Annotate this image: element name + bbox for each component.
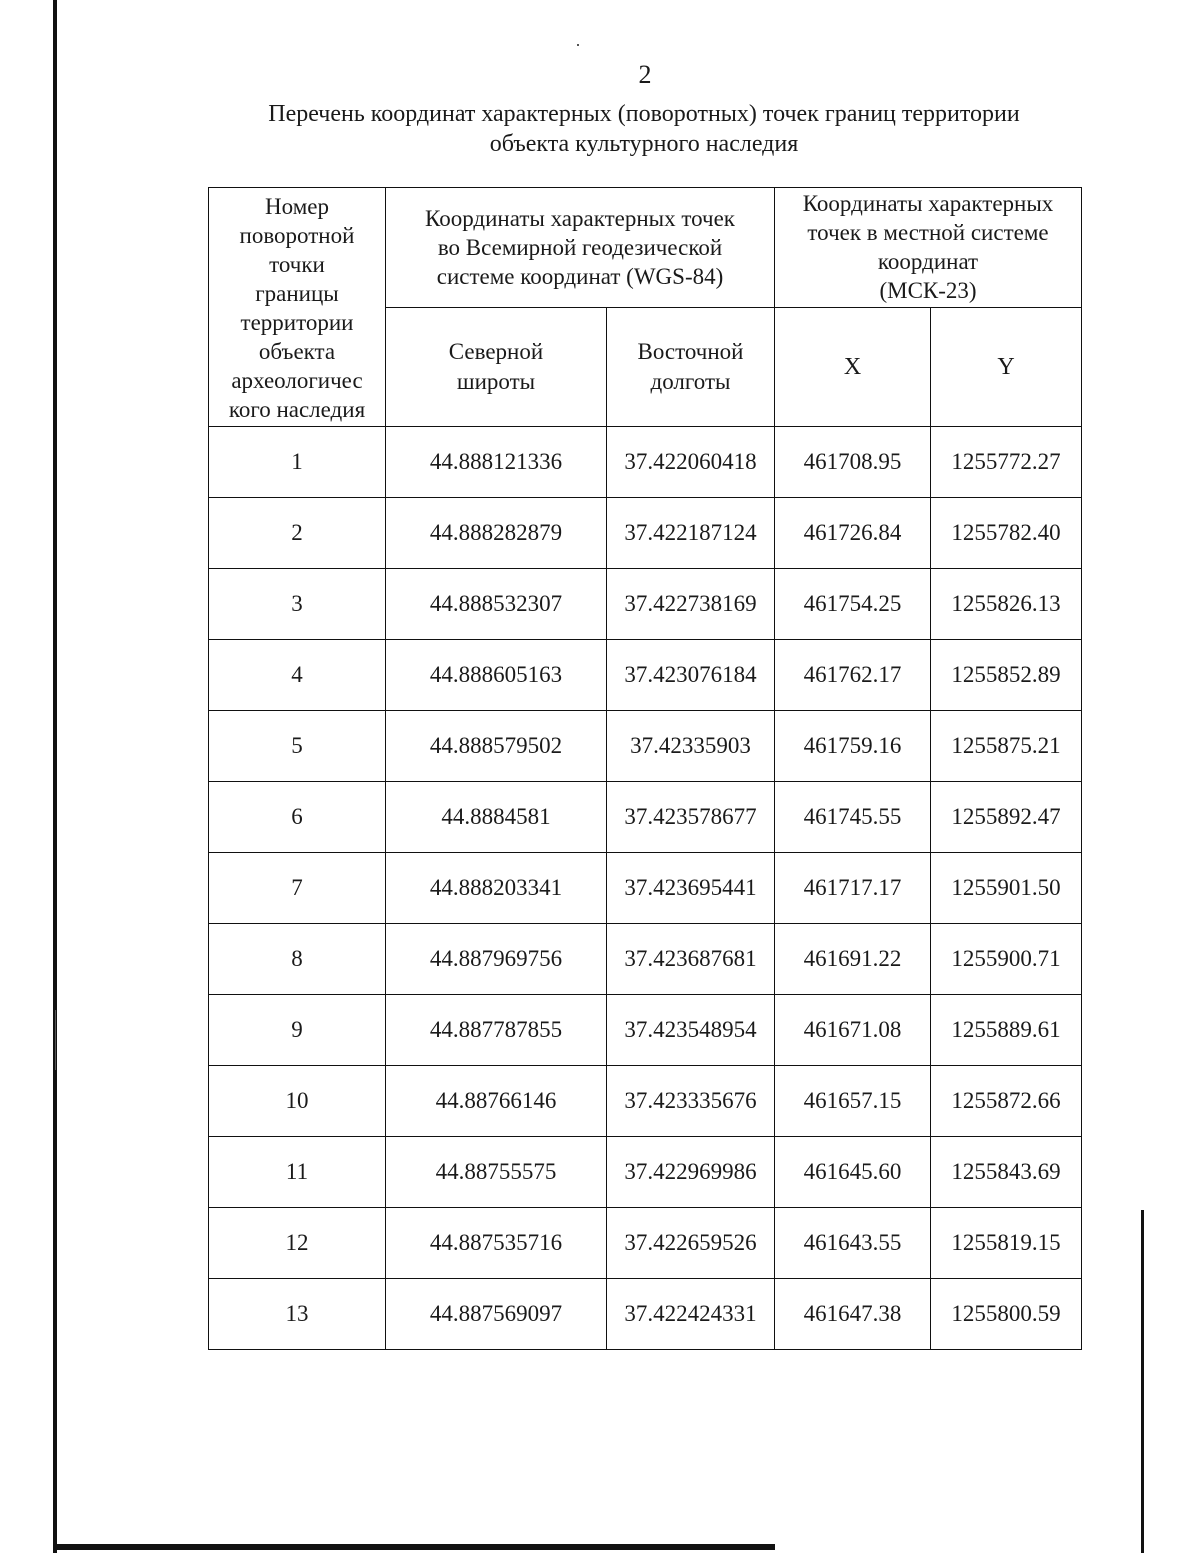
header-line: поворотной — [239, 223, 355, 248]
header-wgs84-group — [386, 188, 775, 308]
cell-point-number: 5 — [209, 711, 386, 782]
header-line: границы — [255, 281, 339, 306]
table-row — [209, 1066, 1082, 1137]
header-line: Координаты характерных — [802, 191, 1054, 217]
header-line: Координаты характерных точек — [425, 205, 735, 231]
header-line: долготы — [650, 368, 731, 394]
header-line: координат — [877, 249, 979, 275]
cell-point-number: 12 — [209, 1208, 386, 1279]
cell-point-number: 2 — [209, 498, 386, 569]
table-row — [209, 1137, 1082, 1208]
cell-latitude: 44.888532307 — [386, 569, 607, 640]
table-row — [209, 498, 1082, 569]
cell-latitude: 44.88766146 — [386, 1066, 607, 1137]
table-row — [209, 853, 1082, 924]
scan-edge-left — [53, 0, 57, 1553]
header-point-number — [209, 188, 386, 427]
cell-latitude: 44.888203341 — [386, 853, 607, 924]
cell-longitude: 37.422187124 — [607, 498, 775, 569]
cell-x: 461643.55 — [775, 1208, 931, 1279]
cell-longitude: 37.422969986 — [607, 1137, 775, 1208]
cell-x: 461708.95 — [775, 427, 931, 498]
table-row — [209, 1208, 1082, 1279]
title-line-2: объекта культурного наследия — [489, 131, 799, 157]
cell-y: 1255901.50 — [931, 853, 1082, 924]
cell-latitude: 44.888121336 — [386, 427, 607, 498]
scan-edge-right — [1141, 1210, 1144, 1553]
scan-edge-bottom — [53, 1544, 775, 1550]
cell-latitude: 44.887535716 — [386, 1208, 607, 1279]
title-line-1: Перечень координат характерных (поворотных) точек границ территории — [268, 101, 1020, 127]
cell-y: 1255800.59 — [931, 1279, 1082, 1350]
table-row — [209, 640, 1082, 711]
cell-y: 1255772.27 — [931, 427, 1082, 498]
header-msk23-group — [775, 188, 1082, 308]
header-line: археологичес — [231, 368, 363, 393]
cell-point-number: 1 — [209, 427, 386, 498]
header-line: Северной — [448, 338, 544, 364]
header-line: кого наследия — [228, 397, 366, 422]
cell-y: 1255843.69 — [931, 1137, 1082, 1208]
cell-y: 1255819.15 — [931, 1208, 1082, 1279]
cell-latitude: 44.888605163 — [386, 640, 607, 711]
cell-longitude: 37.423578677 — [607, 782, 775, 853]
cell-longitude: 37.423695441 — [607, 853, 775, 924]
cell-y: 1255892.47 — [931, 782, 1082, 853]
cell-x: 461726.84 — [775, 498, 931, 569]
cell-x: 461745.55 — [775, 782, 931, 853]
cell-longitude: 37.423335676 — [607, 1066, 775, 1137]
cell-y: 1255875.21 — [931, 711, 1082, 782]
table-row — [209, 427, 1082, 498]
cell-latitude: 44.888579502 — [386, 711, 607, 782]
cell-point-number: 7 — [209, 853, 386, 924]
cell-x: 461671.08 — [775, 995, 931, 1066]
table-row — [209, 995, 1082, 1066]
coordinates-table — [208, 187, 1082, 1350]
cell-y: 1255852.89 — [931, 640, 1082, 711]
header-line: Восточной — [637, 338, 744, 364]
cell-x: 461691.22 — [775, 924, 931, 995]
cell-longitude: 37.422659526 — [607, 1208, 775, 1279]
header-line: широты — [456, 368, 536, 394]
cell-latitude: 44.88755575 — [386, 1137, 607, 1208]
cell-y: 1255889.61 — [931, 995, 1082, 1066]
document-title — [200, 99, 1088, 159]
header-east-longitude — [607, 307, 775, 427]
header-row-1 — [209, 188, 1082, 308]
cell-y: 1255900.71 — [931, 924, 1082, 995]
header-line: (МСК-23) — [879, 278, 977, 304]
cell-longitude: 37.422424331 — [607, 1279, 775, 1350]
cell-x: 461645.60 — [775, 1137, 931, 1208]
header-x: X — [775, 307, 931, 427]
cell-longitude: 37.423548954 — [607, 995, 775, 1066]
cell-longitude: 37.422738169 — [607, 569, 775, 640]
cell-longitude: 37.42335903 — [607, 711, 775, 782]
cell-x: 461754.25 — [775, 569, 931, 640]
cell-longitude: 37.423687681 — [607, 924, 775, 995]
header-line: объекта — [258, 339, 336, 364]
table-row — [209, 924, 1082, 995]
header-line: системе координат (WGS-84) — [436, 263, 724, 289]
table-header — [209, 188, 1082, 427]
cell-point-number: 11 — [209, 1137, 386, 1208]
cell-y: 1255782.40 — [931, 498, 1082, 569]
cell-x: 461647.38 — [775, 1279, 931, 1350]
scan-mark-left — [55, 1010, 56, 1070]
cell-y: 1255872.66 — [931, 1066, 1082, 1137]
cell-latitude: 44.887969756 — [386, 924, 607, 995]
table-row — [209, 569, 1082, 640]
cell-latitude: 44.887569097 — [386, 1279, 607, 1350]
header-line: точек в местной системе — [807, 220, 1049, 246]
table-row — [209, 711, 1082, 782]
table-row — [209, 782, 1082, 853]
cell-point-number: 13 — [209, 1279, 386, 1350]
page-number: 2 — [638, 60, 652, 89]
scan-speck — [577, 44, 579, 46]
cell-x: 461759.16 — [775, 711, 931, 782]
header-y: Y — [931, 307, 1082, 427]
cell-point-number: 4 — [209, 640, 386, 711]
table-body — [209, 427, 1082, 1350]
cell-point-number: 10 — [209, 1066, 386, 1137]
cell-point-number: 8 — [209, 924, 386, 995]
cell-latitude: 44.888282879 — [386, 498, 607, 569]
cell-longitude: 37.423076184 — [607, 640, 775, 711]
cell-latitude: 44.8884581 — [386, 782, 607, 853]
header-line: во Всемирной геодезической — [437, 234, 723, 260]
cell-x: 461657.15 — [775, 1066, 931, 1137]
cell-longitude: 37.422060418 — [607, 427, 775, 498]
cell-x: 461717.17 — [775, 853, 931, 924]
header-line: Номер — [265, 194, 329, 219]
header-north-latitude — [386, 307, 607, 427]
header-line: территории — [240, 310, 354, 335]
table-row — [209, 1279, 1082, 1350]
cell-y: 1255826.13 — [931, 569, 1082, 640]
cell-x: 461762.17 — [775, 640, 931, 711]
cell-latitude: 44.887787855 — [386, 995, 607, 1066]
cell-point-number: 9 — [209, 995, 386, 1066]
header-line: точки — [269, 252, 325, 277]
cell-point-number: 6 — [209, 782, 386, 853]
cell-point-number: 3 — [209, 569, 386, 640]
